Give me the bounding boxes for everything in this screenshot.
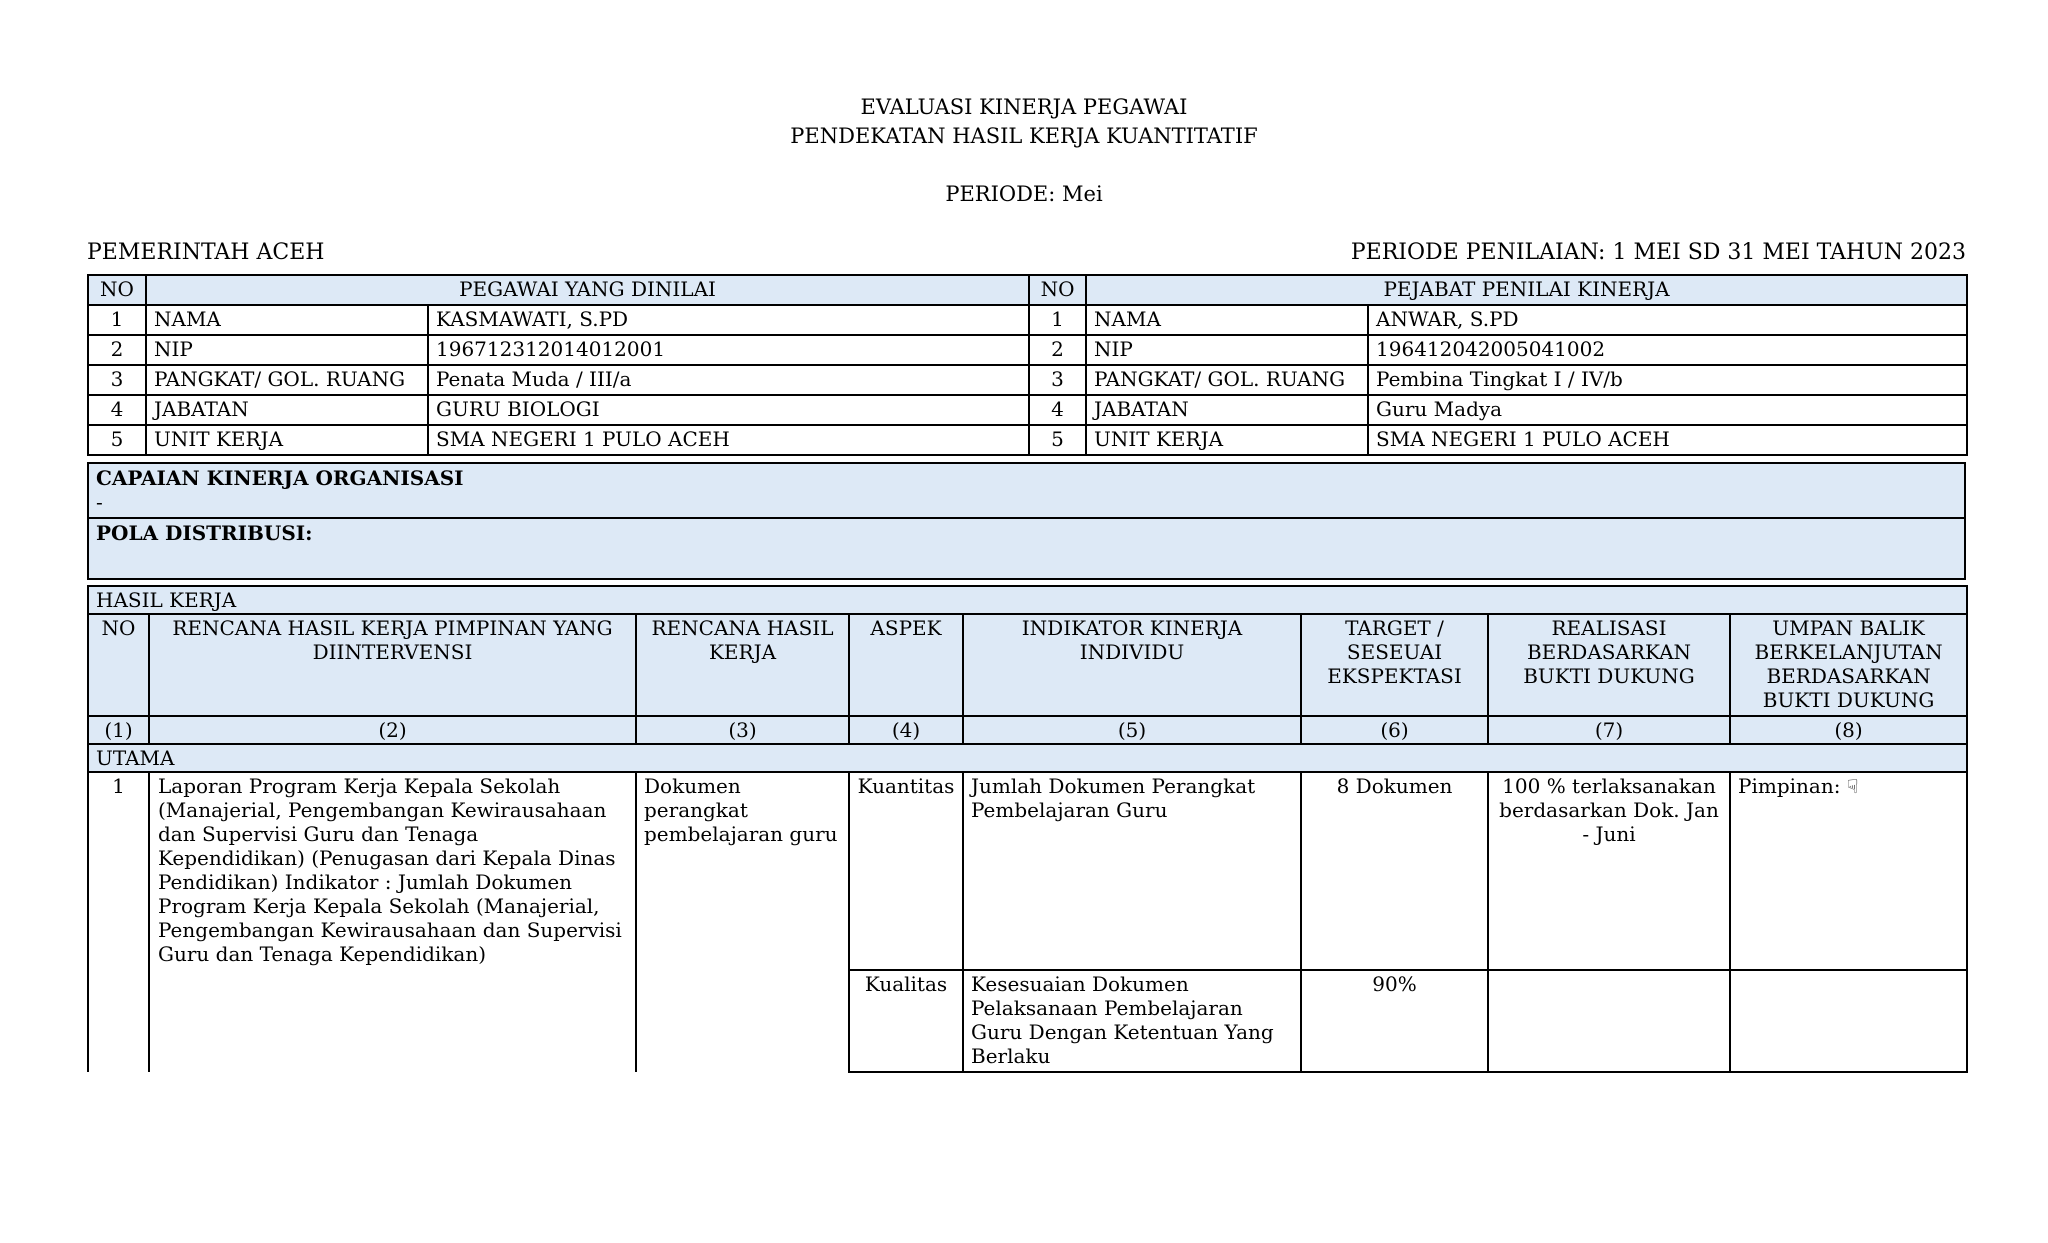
table-row: [88, 772, 1967, 970]
pejabat-value: Pembina Tingkat I / IV/b: [1368, 365, 1967, 395]
column-number-row: [88, 716, 1967, 744]
col-number: (2): [149, 716, 636, 744]
rencana-hasil-cell: Dokumen perangkat pembelajaran guru: [636, 772, 849, 1072]
col-header-rencana-hasil: RENCANA HASIL KERJA: [636, 614, 849, 716]
umpan-balik-kualitas: [1730, 970, 1967, 1072]
instansi-label: PEMERINTAH ACEH: [87, 240, 325, 265]
col-header-realisasi: REALISASI BERDASARKAN BUKTI DUKUNG: [1488, 614, 1730, 716]
capaian-cell: [88, 463, 1965, 518]
section-row: [88, 586, 1967, 614]
aspek-kualitas: Kualitas: [849, 970, 963, 1072]
field-label: PANGKAT/ GOL. RUANG: [1086, 365, 1368, 395]
col-number: (8): [1730, 716, 1967, 744]
capaian-row: [88, 463, 1965, 518]
umpan-balik-cell: [1730, 772, 1967, 970]
document-subtitle: PENDEKATAN HASIL KERJA KUANTITATIF: [790, 124, 1258, 148]
target-kualitas: 90%: [1301, 970, 1488, 1072]
col-header-no: NO: [88, 614, 149, 716]
aspek-kuantitas: Kuantitas: [849, 772, 963, 970]
hasil-kerja-label: HASIL KERJA: [88, 586, 1967, 614]
field-label: UNIT KERJA: [1086, 425, 1368, 455]
pejabat-value: Guru Madya: [1368, 395, 1967, 425]
col-header-target: TARGET / SESEUAI EKSPEKTASI: [1301, 614, 1488, 716]
row-number: 2: [88, 335, 146, 365]
organisasi-table: [87, 462, 1966, 580]
capaian-value: -: [96, 490, 103, 514]
pegawai-table-header: [88, 275, 1967, 305]
pegawai-value: 196712312014012001: [428, 335, 1029, 365]
row-number: 4: [88, 395, 146, 425]
col-number: (6): [1301, 716, 1488, 744]
table-row: [88, 425, 1967, 455]
no-header-2: NO: [1029, 275, 1086, 305]
indikator-kuantitas: Jumlah Dokumen Perangkat Pembelajaran Guru: [963, 772, 1301, 970]
realisasi-kualitas: [1488, 970, 1730, 1072]
col-number: (3): [636, 716, 849, 744]
col-header-indikator: INDIKATOR KINERJA INDIVIDU: [963, 614, 1301, 716]
target-kuantitas: 8 Dokumen: [1301, 772, 1488, 970]
hand-pointer-icon: ☟: [1846, 776, 1859, 798]
indikator-kualitas: Kesesuaian Dokumen Pelaksanaan Pembelajaran Guru Dengan Ketentuan Yang Berlaku: [963, 970, 1301, 1072]
field-label: NIP: [1086, 335, 1368, 365]
pegawai-table: [87, 274, 1968, 456]
pegawai-value: GURU BIOLOGI: [428, 395, 1029, 425]
meta-row: [87, 239, 1966, 267]
row-number: 3: [1029, 365, 1086, 395]
field-label: UNIT KERJA: [146, 425, 428, 455]
no-header: NO: [88, 275, 146, 305]
field-label: NAMA: [1086, 305, 1368, 335]
field-label: NAMA: [146, 305, 428, 335]
field-label: PANGKAT/ GOL. RUANG: [146, 365, 428, 395]
col-number: (1): [88, 716, 149, 744]
column-header-row: [88, 614, 1967, 716]
item-number: 1: [88, 772, 149, 1072]
row-number: 4: [1029, 395, 1086, 425]
hasil-kerja-table: [87, 585, 1968, 1073]
capaian-label: CAPAIAN KINERJA ORGANISASI: [96, 466, 464, 490]
group-label: UTAMA: [88, 744, 1967, 772]
pola-row: [88, 518, 1965, 579]
row-number: 5: [1029, 425, 1086, 455]
row-number: 1: [1029, 305, 1086, 335]
pegawai-value: Penata Muda / III/a: [428, 365, 1029, 395]
row-number: 3: [88, 365, 146, 395]
rencana-pimpinan-cell: Laporan Program Kerja Kepala Sekolah (Manajerial, Pengembangan Kewirausahaan dan Supervisi Guru dan Tenaga Kependidikan) (Penugasan dari Kepala Dinas Pendidikan) Indikator : Jumlah Dokumen Program Kerja Kepala Sekolah (Manajerial, Pengembangan Kewirausahaan dan Supervisi Guru dan Tenaga Kependidikan): [149, 772, 636, 1072]
row-number: 2: [1029, 335, 1086, 365]
col-header-umpan-balik: UMPAN BALIK BERKELANJUTAN BERDASARKAN BUKTI DUKUNG: [1730, 614, 1967, 716]
pejabat-header: PEJABAT PENILAI KINERJA: [1086, 275, 1967, 305]
table-row: [88, 335, 1967, 365]
pegawai-value: SMA NEGERI 1 PULO ACEH: [428, 425, 1029, 455]
pola-label: POLA DISTRIBUSI:: [96, 521, 313, 545]
group-row: [88, 744, 1967, 772]
pegawai-header: PEGAWAI YANG DINILAI: [146, 275, 1029, 305]
col-header-rencana-pimpinan: RENCANA HASIL KERJA PIMPINAN YANG DIINTERVENSI: [149, 614, 636, 716]
pegawai-value: KASMAWATI, S.PD: [428, 305, 1029, 335]
umpan-balik-label: Pimpinan:: [1738, 774, 1841, 798]
table-row: [88, 305, 1967, 335]
field-label: JABATAN: [146, 395, 428, 425]
pola-cell: [88, 518, 1965, 579]
pejabat-value: 196412042005041002: [1368, 335, 1967, 365]
periode-penilaian-label: PERIODE PENILAIAN: 1 MEI SD 31 MEI TAHUN 2023: [1350, 240, 1966, 265]
table-row: [88, 395, 1967, 425]
table-row: [88, 365, 1967, 395]
pejabat-value: SMA NEGERI 1 PULO ACEH: [1368, 425, 1967, 455]
col-header-aspek: ASPEK: [849, 614, 963, 716]
row-number: 1: [88, 305, 146, 335]
col-number: (5): [963, 716, 1301, 744]
realisasi-kuantitas: 100 % terlaksanakan berdasarkan Dok. Jan - Juni: [1488, 772, 1730, 970]
field-label: NIP: [146, 335, 428, 365]
row-number: 5: [88, 425, 146, 455]
col-number: (4): [849, 716, 963, 744]
field-label: JABATAN: [1086, 395, 1368, 425]
col-number: (7): [1488, 716, 1730, 744]
document-title: EVALUASI KINERJA PEGAWAI: [860, 95, 1188, 119]
periode-label: PERIODE: Mei: [945, 182, 1103, 206]
pejabat-value: ANWAR, S.PD: [1368, 305, 1967, 335]
